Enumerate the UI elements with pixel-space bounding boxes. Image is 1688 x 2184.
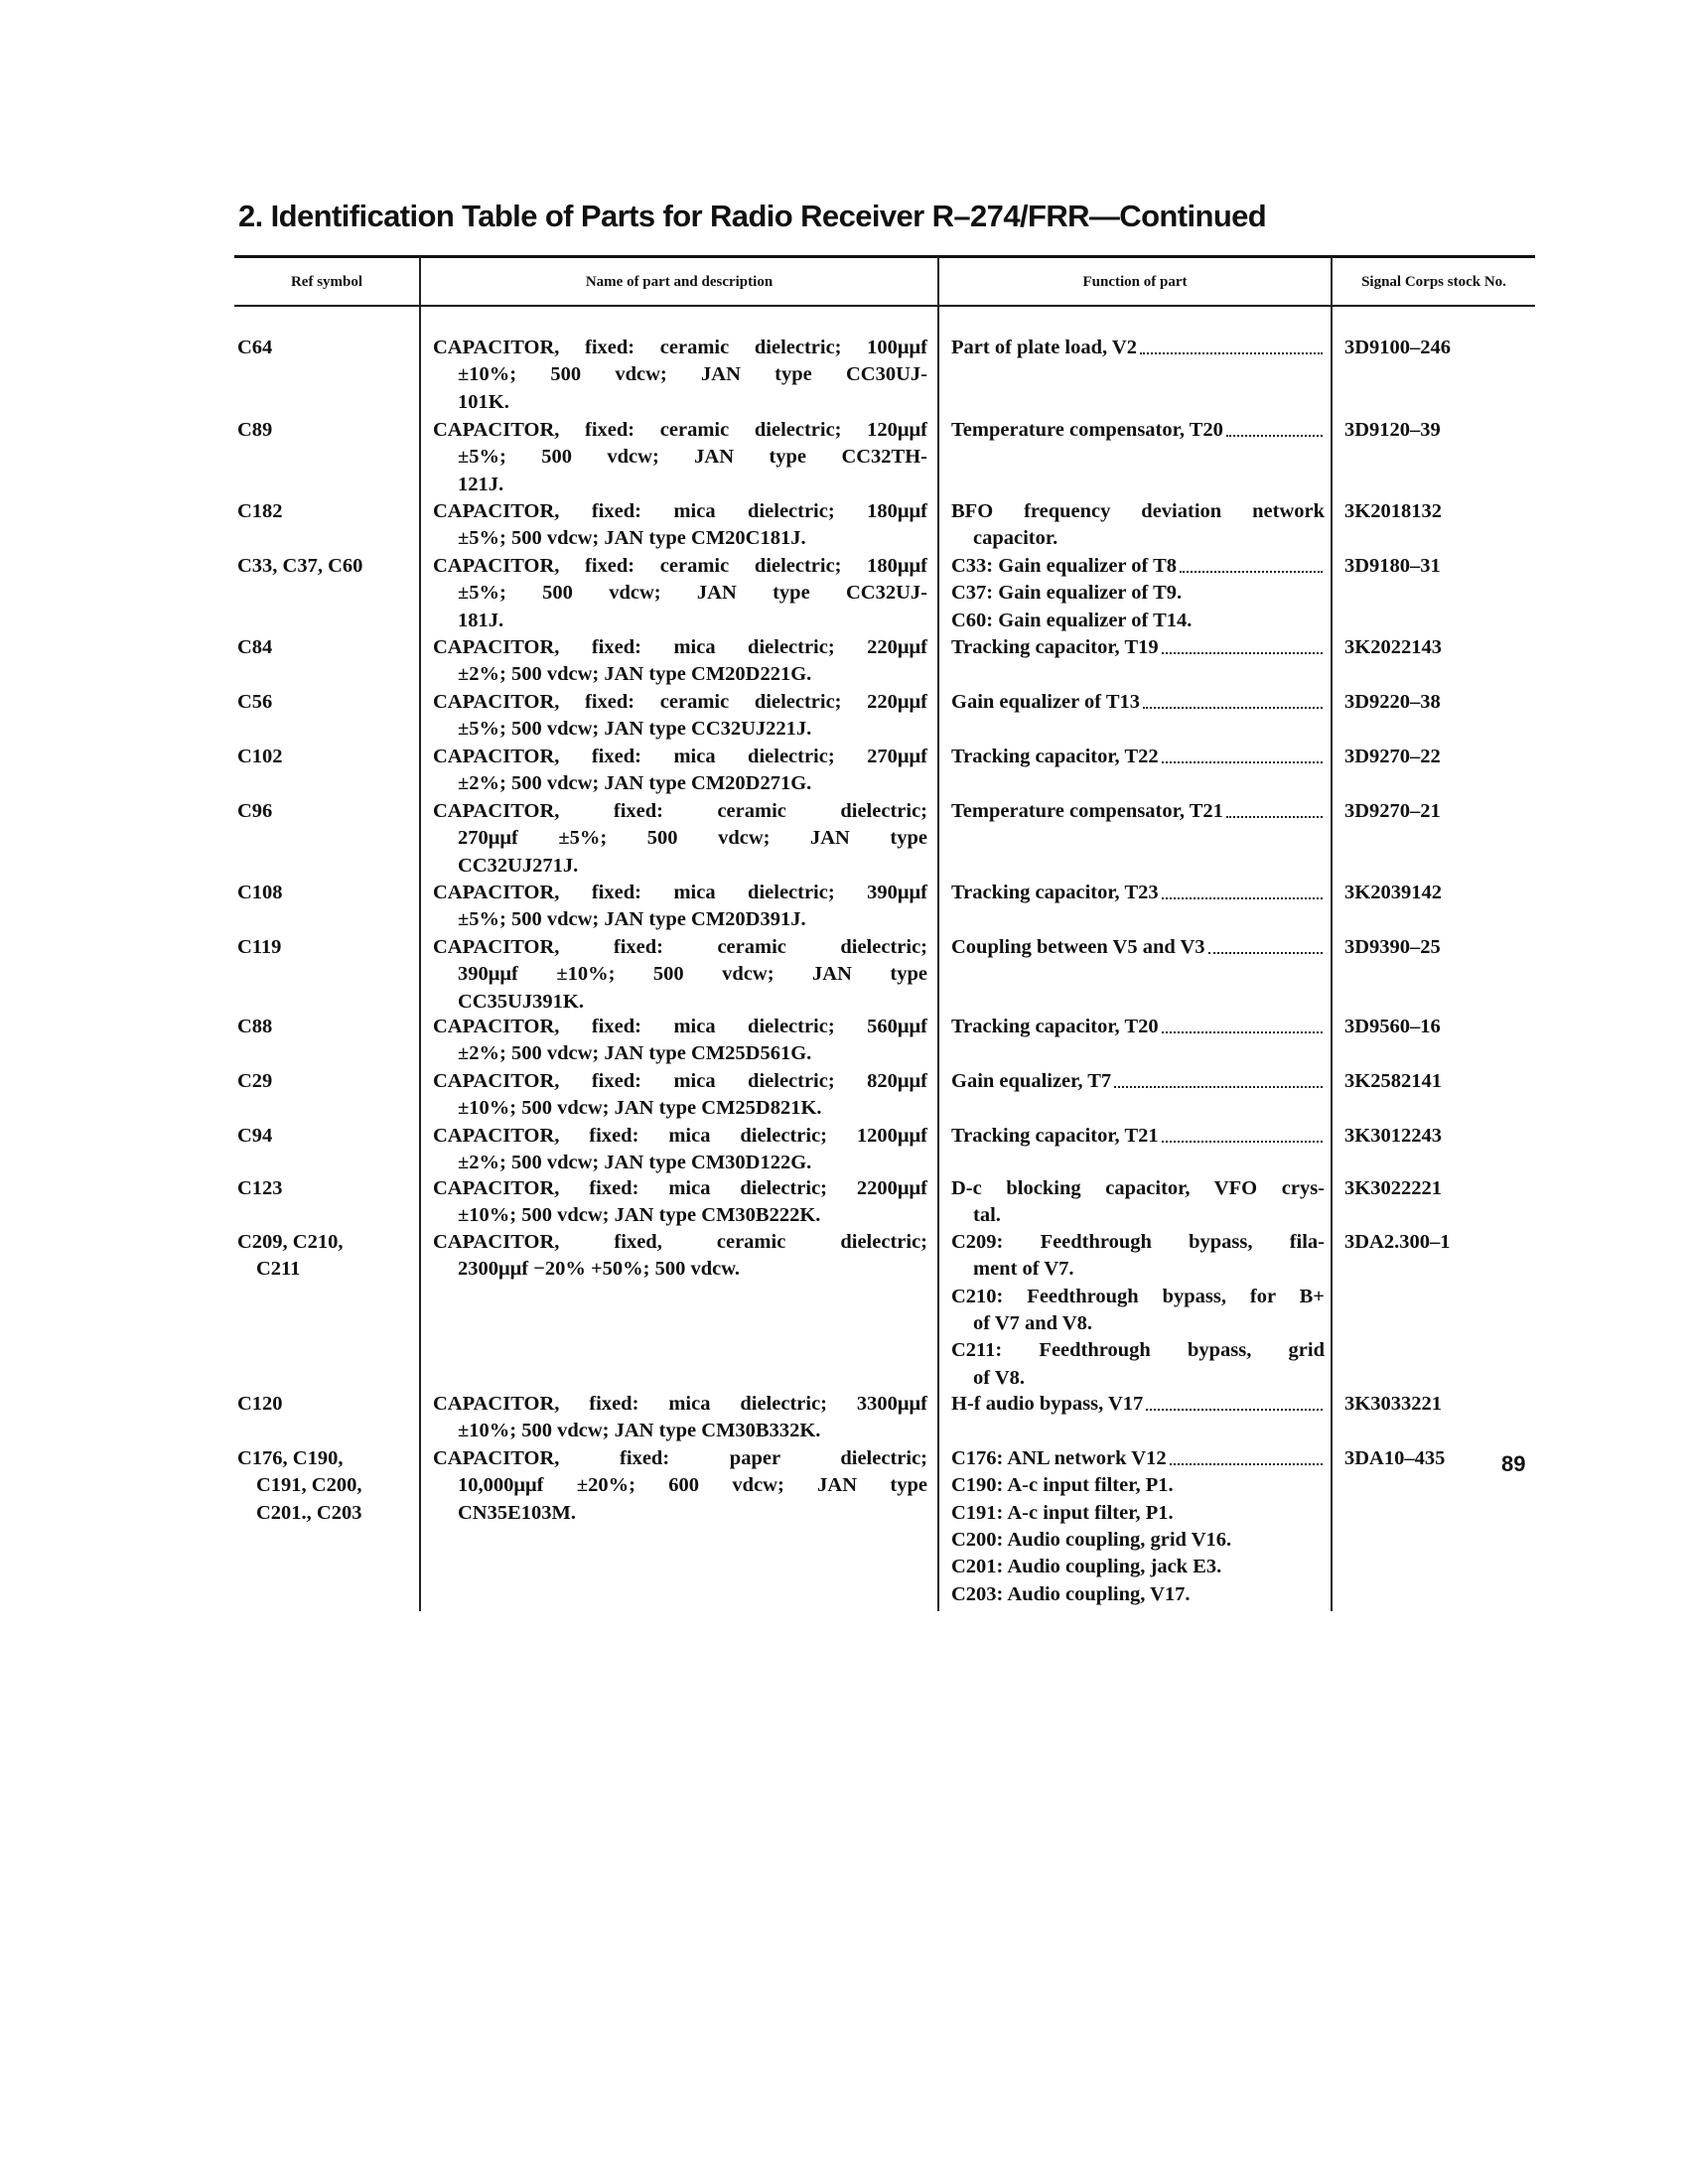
header-stock-no: Signal Corps stock No. <box>1361 274 1506 290</box>
ref-symbol: C108 <box>237 882 283 903</box>
ref-symbol: C123 <box>237 1177 283 1199</box>
function-of-part <box>951 634 1325 661</box>
function-of-part <box>951 689 1325 716</box>
function-of-part: C201: Audio coupling, jack E3. <box>951 1556 1222 1578</box>
dot-leader <box>1140 335 1323 354</box>
stock-number: 3K2039142 <box>1344 882 1442 903</box>
part-description: CAPACITOR, fixed: mica dielectric; 220μμf <box>433 636 927 658</box>
ref-symbol: C29 <box>237 1070 273 1092</box>
function-of-part <box>951 1445 1325 1472</box>
dot-leader <box>1162 634 1323 654</box>
function-text: H-f audio bypass, V17 <box>951 1393 1144 1415</box>
function-of-part: C210: Feedthrough bypass, for B+ <box>951 1285 1325 1307</box>
dot-leader <box>1180 553 1323 573</box>
part-description: CC32UJ271J. <box>458 854 579 877</box>
part-description: 390μμf ±10%; 500 vdcw; JAN type <box>458 963 927 986</box>
stock-number: 3DA2.300–1 <box>1344 1231 1451 1253</box>
header-function: Function of part <box>1082 274 1188 290</box>
function-of-part <box>951 1068 1325 1095</box>
part-description: CAPACITOR, fixed: ceramic dielectric; <box>433 936 927 958</box>
part-description: CAPACITOR, fixed: mica dielectric; 1200μμf <box>433 1125 927 1147</box>
function-of-part: of V7 and V8. <box>973 1311 1092 1334</box>
page-number: 89 <box>1501 1451 1526 1476</box>
dot-leader <box>1162 880 1323 899</box>
ref-symbol: C89 <box>237 419 273 441</box>
function-text: Gain equalizer, T7 <box>951 1070 1112 1092</box>
part-description: 101K. <box>458 390 509 413</box>
dot-leader <box>1162 1123 1323 1143</box>
ref-symbol: C119 <box>237 936 282 958</box>
function-of-part: C209: Feedthrough bypass, fila- <box>951 1231 1325 1253</box>
function-text: Tracking capacitor, T19 <box>951 636 1159 658</box>
dot-leader <box>1226 417 1323 437</box>
part-description: ±10%; 500 vdcw; JAN type CM30B222K. <box>458 1204 821 1227</box>
part-description: CAPACITOR, fixed: mica dielectric; 3300μμf <box>433 1393 927 1415</box>
ref-symbol: C33, C37, C60 <box>237 555 363 577</box>
function-text: Gain equalizer of T13 <box>951 691 1141 713</box>
stock-number: 3K3022221 <box>1344 1177 1442 1199</box>
ref-symbol: C84 <box>237 636 273 658</box>
part-description: ±5%; 500 vdcw; JAN type CM20D391J. <box>458 908 806 931</box>
part-description: CAPACITOR, fixed: mica dielectric; 180μμf <box>433 500 927 522</box>
function-of-part <box>951 744 1325 770</box>
part-description: CAPACITOR, fixed: paper dielectric; <box>433 1447 927 1469</box>
ref-symbol: C102 <box>237 746 283 767</box>
function-text: Temperature compensator, T21 <box>951 800 1223 822</box>
part-description: CAPACITOR, fixed: mica dielectric; 2200μμf <box>433 1177 927 1199</box>
part-description: CN35E103M. <box>458 1501 577 1524</box>
function-of-part: capacitor. <box>973 527 1058 550</box>
dot-leader <box>1114 1068 1323 1088</box>
dot-leader <box>1143 689 1323 709</box>
function-of-part <box>951 880 1325 906</box>
part-description: ±10%; 500 vdcw; JAN type CC30UJ- <box>458 363 927 386</box>
column-divider <box>419 256 421 1611</box>
ref-symbol: C94 <box>237 1125 273 1147</box>
dot-leader <box>1208 934 1323 954</box>
ref-symbol: C88 <box>237 1016 273 1037</box>
function-of-part <box>951 553 1325 580</box>
part-description: CAPACITOR, fixed: mica dielectric; 560μμf <box>433 1016 927 1037</box>
ref-symbol: C191, C200, <box>256 1474 362 1497</box>
function-text: Part of plate load, V2 <box>951 337 1137 358</box>
function-of-part: C200: Audio coupling, grid V16. <box>951 1528 1232 1551</box>
part-description: CAPACITOR, fixed: mica dielectric; 270μμf <box>433 746 927 767</box>
ref-symbol: C209, C210, <box>237 1231 344 1253</box>
header-description: Name of part and description <box>585 274 774 290</box>
function-of-part: tal. <box>973 1204 1001 1227</box>
part-description: ±2%; 500 vdcw; JAN type CM20D271G. <box>458 772 812 795</box>
part-description: ±10%; 500 vdcw; JAN type CM30B332K. <box>458 1420 821 1442</box>
function-of-part: C37: Gain equalizer of T9. <box>951 582 1183 605</box>
table-top-rule <box>234 255 1535 258</box>
column-divider <box>937 256 939 1611</box>
stock-number: 3K2582141 <box>1344 1070 1442 1092</box>
part-description: 181J. <box>458 609 504 631</box>
function-text: Tracking capacitor, T21 <box>951 1125 1159 1147</box>
ref-symbol: C201., C203 <box>256 1501 362 1524</box>
function-text: Coupling between V5 and V3 <box>951 936 1205 958</box>
stock-number: 3K3033221 <box>1344 1393 1442 1415</box>
part-description: CAPACITOR, fixed: ceramic dielectric; 120μμf <box>433 419 927 441</box>
ref-symbol: C64 <box>237 337 273 358</box>
function-text: Temperature compensator, T20 <box>951 419 1223 441</box>
part-description: 2300μμf −20% +50%; 500 vdcw. <box>458 1258 741 1281</box>
dot-leader <box>1226 798 1323 818</box>
function-text: Tracking capacitor, T20 <box>951 1016 1159 1037</box>
part-description: CAPACITOR, fixed: ceramic dielectric; 220μμf <box>433 691 927 713</box>
stock-number: 3D9270–21 <box>1344 800 1441 822</box>
part-description: ±5%; 500 vdcw; JAN type CC32TH- <box>458 446 927 469</box>
stock-number: 3DA10–435 <box>1344 1447 1446 1469</box>
function-of-part <box>951 335 1325 361</box>
stock-number: 3K3012243 <box>1344 1125 1442 1147</box>
part-description: CAPACITOR, fixed: ceramic dielectric; 180μμf <box>433 555 927 577</box>
function-of-part: of V8. <box>973 1366 1026 1389</box>
header-bottom-rule <box>234 305 1535 307</box>
function-text: Tracking capacitor, T22 <box>951 746 1159 767</box>
stock-number: 3D9120–39 <box>1344 419 1441 441</box>
function-of-part: ment of V7. <box>973 1258 1074 1281</box>
function-of-part <box>951 1391 1325 1418</box>
part-description: ±5%; 500 vdcw; JAN type CM20C181J. <box>458 527 806 550</box>
dot-leader <box>1170 1445 1323 1465</box>
part-description: CAPACITOR, fixed: mica dielectric; 390μμf <box>433 882 927 903</box>
stock-number: 3D9390–25 <box>1344 936 1441 958</box>
stock-number: 3D9100–246 <box>1344 337 1452 358</box>
ref-symbol: C96 <box>237 800 273 822</box>
function-text: C176: ANL network V12 <box>951 1447 1167 1469</box>
part-description: ±2%; 500 vdcw; JAN type CM25D561G. <box>458 1042 812 1065</box>
part-description: CAPACITOR, fixed: mica dielectric; 820μμf <box>433 1070 927 1092</box>
column-divider <box>1331 256 1333 1611</box>
ref-symbol: C182 <box>237 500 283 522</box>
part-description: CAPACITOR, fixed: ceramic dielectric; <box>433 800 927 822</box>
part-description: 10,000μμf ±20%; 600 vdcw; JAN type <box>458 1474 927 1497</box>
part-description: CC35UJ391K. <box>458 990 584 1013</box>
part-description: ±10%; 500 vdcw; JAN type CM25D821K. <box>458 1097 822 1120</box>
stock-number: 3K2022143 <box>1344 636 1442 658</box>
ref-symbol: C56 <box>237 691 273 713</box>
function-of-part: C60: Gain equalizer of T14. <box>951 609 1193 631</box>
ref-symbol: C120 <box>237 1393 283 1415</box>
function-of-part <box>951 417 1325 444</box>
part-description: ±5%; 500 vdcw; JAN type CC32UJ- <box>458 582 927 605</box>
part-description: ±2%; 500 vdcw; JAN type CM20D221G. <box>458 663 812 686</box>
function-of-part: C191: A-c input filter, P1. <box>951 1501 1174 1524</box>
stock-number: 3D9270–22 <box>1344 746 1441 767</box>
part-description: ±2%; 500 vdcw; JAN type CM30D122G. <box>458 1152 812 1174</box>
header-ref-symbol: Ref symbol <box>290 274 363 290</box>
part-description: CAPACITOR, fixed, ceramic dielectric; <box>433 1231 927 1253</box>
function-of-part <box>951 934 1325 961</box>
function-text: C33: Gain equalizer of T8 <box>951 555 1178 577</box>
function-text: Tracking capacitor, T23 <box>951 882 1159 903</box>
dot-leader <box>1162 1014 1323 1033</box>
function-of-part <box>951 1123 1325 1150</box>
part-description: 270μμf ±5%; 500 vdcw; JAN type <box>458 827 927 850</box>
dot-leader <box>1146 1391 1323 1411</box>
dot-leader <box>1162 744 1323 763</box>
function-of-part <box>951 1014 1325 1040</box>
function-of-part: BFO frequency deviation network <box>951 500 1325 522</box>
ref-symbol: C176, C190, <box>237 1447 344 1469</box>
stock-number: 3D9220–38 <box>1344 691 1441 713</box>
part-description: CAPACITOR, fixed: ceramic dielectric; 100μμf <box>433 337 927 358</box>
function-of-part: C211: Feedthrough bypass, grid <box>951 1339 1325 1362</box>
function-of-part: C190: A-c input filter, P1. <box>951 1474 1174 1497</box>
function-of-part: C203: Audio coupling, V17. <box>951 1582 1191 1605</box>
stock-number: 3D9180–31 <box>1344 555 1441 577</box>
page-title: 2. Identification Table of Parts for Radio Receiver R–274/FRR—Continued <box>238 199 1267 233</box>
part-description: ±5%; 500 vdcw; JAN type CC32UJ221J. <box>458 718 812 741</box>
function-of-part <box>951 798 1325 825</box>
part-description: 121J. <box>458 473 504 495</box>
function-of-part: D-c blocking capacitor, VFO crys- <box>951 1177 1325 1199</box>
stock-number: 3K2018132 <box>1344 500 1442 522</box>
ref-symbol: C211 <box>256 1258 301 1281</box>
stock-number: 3D9560–16 <box>1344 1016 1441 1037</box>
